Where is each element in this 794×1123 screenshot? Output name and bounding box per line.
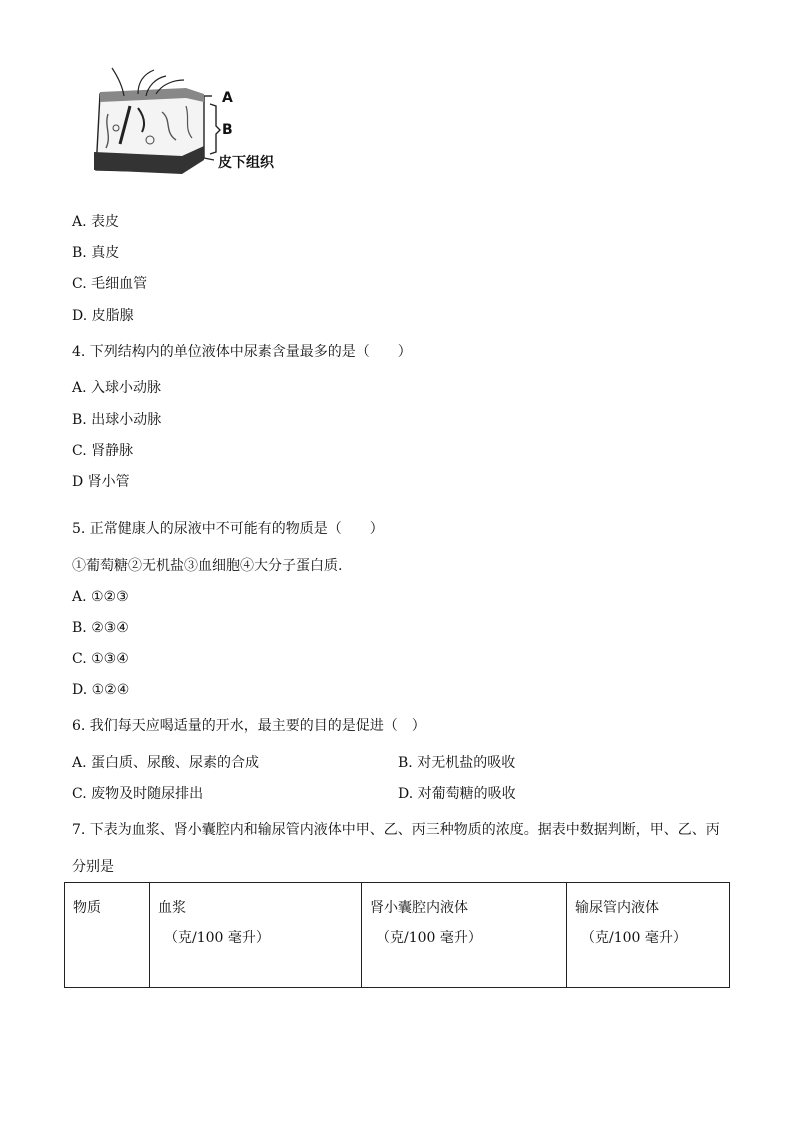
q3-option-d: D. 皮脂腺 (72, 308, 134, 324)
q4-option-a: A. 入球小动脉 (72, 380, 162, 396)
header-plasma-label: 血浆 (158, 900, 186, 916)
header-ureter-fluid-label: 输尿管内液体 (575, 900, 659, 916)
figure-label-subcutaneous: 皮下组织 (218, 155, 274, 171)
q5-items: ①葡萄糖②无机盐③血细胞④大分子蛋白质. (72, 558, 343, 574)
header-capsule-fluid (362, 883, 567, 988)
q6-option-c: C. 废物及时随尿排出 (72, 786, 204, 802)
q4-option-c: C. 肾静脉 (72, 443, 134, 459)
q5-option-a: A. ①②③ (72, 589, 129, 605)
q4-stem: 4. 下列结构内的单位液体中尿素含量最多的是（ ） (72, 344, 412, 360)
q4-option-d: D 肾小管 (72, 474, 130, 490)
header-substance-label: 物质 (73, 900, 101, 916)
skin-structure-figure (86, 66, 306, 196)
q7-stem-line2: 分别是 (72, 859, 114, 875)
q5-option-d: D. ①②④ (72, 682, 130, 698)
q6-option-a: A. 蛋白质、尿酸、尿素的合成 (72, 755, 260, 771)
q3-option-c: C. 毛细血管 (72, 276, 148, 292)
q5-option-c: C. ①③④ (72, 651, 129, 667)
header-capsule-fluid-unit: （克/100 毫升） (376, 930, 482, 946)
header-ureter-fluid (567, 883, 730, 988)
header-plasma (150, 883, 362, 988)
figure-label-b: B (222, 122, 233, 138)
header-ureter-fluid-unit: （克/100 毫升） (581, 930, 687, 946)
q3-option-b: B. 真皮 (72, 245, 120, 261)
figure-label-a: A (222, 90, 233, 106)
skin-diagram-illustration (86, 66, 306, 196)
q4-option-b: B. 出球小动脉 (72, 412, 162, 428)
q6-option-b: B. 对无机盐的吸收 (398, 755, 516, 771)
q3-option-a: A. 表皮 (72, 214, 120, 230)
q5-stem: 5. 正常健康人的尿液中不可能有的物质是（ ） (72, 521, 384, 537)
table-header-row (65, 883, 730, 988)
header-capsule-fluid-label: 肾小囊腔内液体 (370, 900, 468, 916)
q7-concentration-table (64, 882, 730, 988)
q6-stem: 6. 我们每天应喝适量的开水，最主要的目的是促进（ ） (72, 718, 426, 734)
header-plasma-unit: （克/100 毫升） (164, 930, 270, 946)
q5-option-b: B. ②③④ (72, 620, 129, 636)
header-substance (65, 883, 150, 988)
q6-option-d: D. 对葡萄糖的吸收 (398, 786, 516, 802)
q7-stem-line1: 7. 下表为血浆、肾小囊腔内和输尿管内液体中甲、乙、丙三种物质的浓度。据表中数据判断，甲、乙、丙 (72, 822, 720, 838)
